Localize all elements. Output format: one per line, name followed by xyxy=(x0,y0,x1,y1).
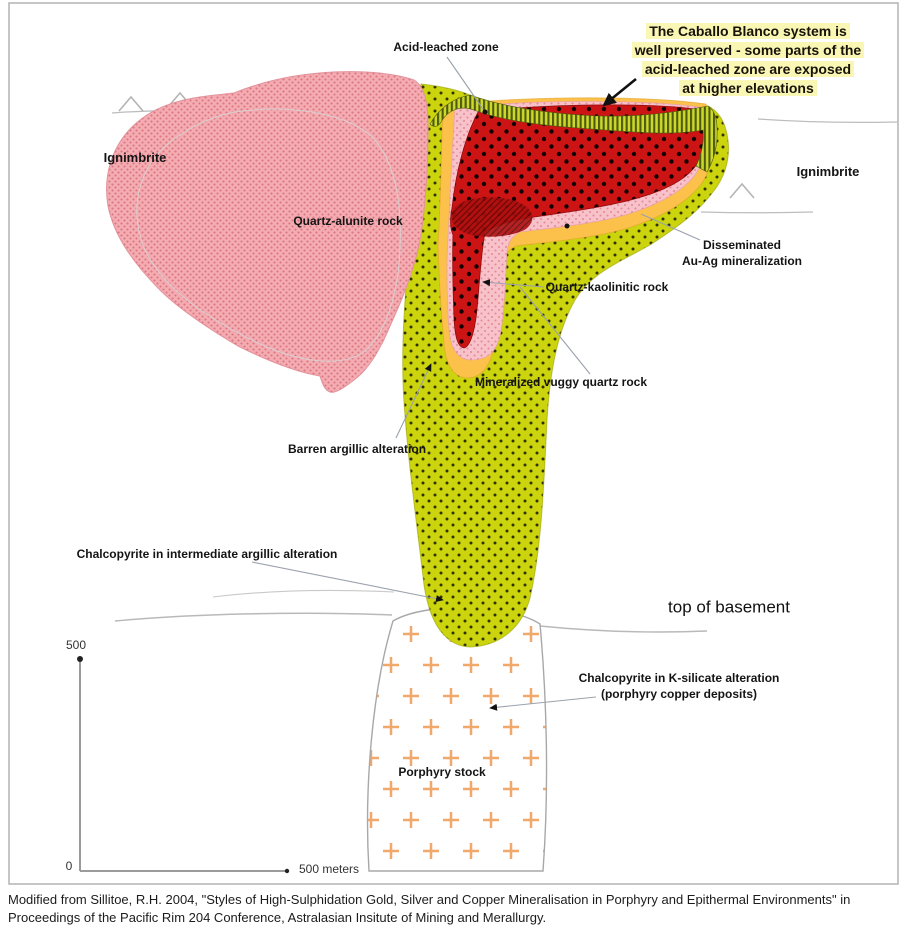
label-disseminated-line1: Disseminated xyxy=(702,237,782,252)
leader-end-dot xyxy=(565,224,570,229)
annotation-note-line: The Caballo Blanco system is xyxy=(646,23,850,39)
scale-label-0: 0 xyxy=(65,858,73,873)
basement-line-faint xyxy=(213,590,394,597)
label-acid-leached-zone: Acid-leached zone xyxy=(393,39,499,54)
surface-line-right-lower xyxy=(701,212,813,213)
label-quartz-alunite: Quartz-alunite rock xyxy=(293,213,403,228)
annotation-note-line: well preserved - some parts of the xyxy=(632,42,864,58)
label-barren-argillic: Barren argillic alteration xyxy=(287,441,427,456)
scale-label-500: 500 xyxy=(65,637,87,652)
scale-bar-top-dot xyxy=(77,656,83,662)
label-ignimbrite-right: Ignimbrite xyxy=(796,164,860,180)
label-porphyry-stock: Porphyry stock xyxy=(398,764,486,779)
high-grade-hatched-zone xyxy=(452,197,533,236)
label-disseminated-au-ag xyxy=(682,237,802,269)
source-caption: Modified from Sillitoe, R.H. 2004, "Styles of High-Sulphidation Gold, Silver and Copper Mineralisation in Porphyry and Epithermal Environments" in Proceedings of the Pacific Rim 204 Conference, Astralasian Insitute of Mining and Merallurgy. xyxy=(8,892,851,926)
label-chalcopyrite-intermediate: Chalcopyrite in intermediate argillic alteration xyxy=(76,546,338,561)
label-disseminated-line2: Au-Ag mineralization xyxy=(681,254,803,268)
scale-bar xyxy=(77,656,289,873)
label-chalcopyrite-ksilicate xyxy=(579,670,780,702)
basement-line-right xyxy=(540,626,707,632)
surface-line-right-upper xyxy=(758,119,897,122)
label-ignimbrite-left: Ignimbrite xyxy=(103,150,167,166)
annotation-note-line: at higher elevations xyxy=(679,80,816,96)
leader-end-dot xyxy=(483,110,488,115)
label-quartz-kaolinitic: Quartz-kaolinitic rock xyxy=(545,279,669,294)
label-ksilicate-line2: (porphyry copper deposits) xyxy=(600,687,758,701)
annotation-note xyxy=(598,22,898,98)
chevron-icon xyxy=(730,184,754,198)
leader-chalcopyrite-intermediate xyxy=(252,562,443,600)
porphyry-stock-zone xyxy=(368,607,547,871)
quartz-alunite-zone xyxy=(107,72,428,393)
annotation-note-line: acid-leached zone are exposed xyxy=(642,61,854,77)
scale-bar-end-dot xyxy=(285,869,289,873)
scale-label-500-meters: 500 meters xyxy=(299,861,360,876)
chevron-icon xyxy=(119,97,143,111)
label-mineralized-vuggy-quartz: Mineralized vuggy quartz rock xyxy=(474,374,648,389)
label-ksilicate-line1: Chalcopyrite in K-silicate alteration xyxy=(578,670,780,685)
basement-line-left xyxy=(115,613,392,621)
label-top-of-basement: top of basement xyxy=(668,597,790,617)
